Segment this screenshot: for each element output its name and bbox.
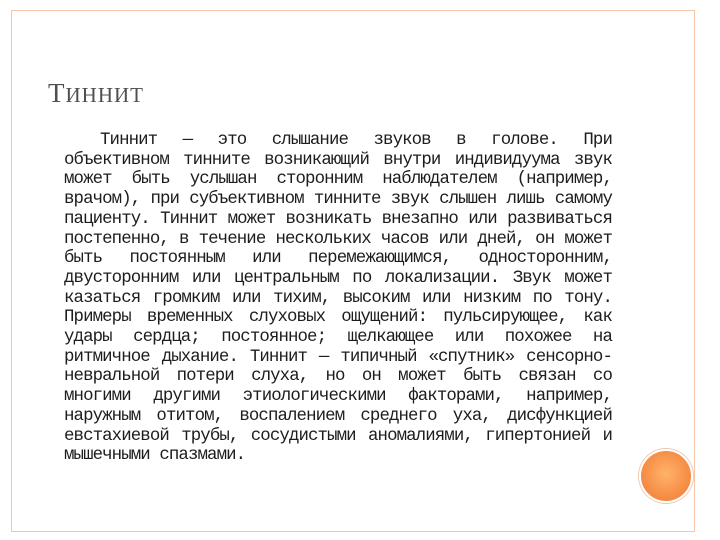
slide-title-initial: Т (48, 78, 66, 108)
slide-title (48, 78, 144, 109)
slide-title-rest: ИННИТ (65, 83, 144, 107)
decorative-orange-circle (639, 449, 693, 503)
slide-body-text: Тиннит — это слышание звуков в голове. При объективном тинните возникающий внутри индивидуума звук может быть услышан сторонним наблюдателем (например, врачом), при субъективном тинните звук слышен лишь самому пациенту. Тиннит может возникать внезапно или развиваться постепенно, в течение нескольких часов или дней, он может быть постоянным или перемежающимся, односторонним, двусторонним или центральным по локализации. Звук может казаться громким или тихим, высоким или низким по тону. Примеры временных слуховых ощущений: пульсирующее, как удары сердца; постоянное; щелкающее или похожее на ритмичное дыхание. Тиннит — типичный «спутник» сенсорно-невральной потери слуха, но он может быть связан со многими другими этиологическими факторами, например, наружным отитом, воспалением среднего уха, дисфункцией евстахиевой трубы, сосудистыми аномалиями, гипертонией и мышечными спазмами. (64, 131, 612, 466)
